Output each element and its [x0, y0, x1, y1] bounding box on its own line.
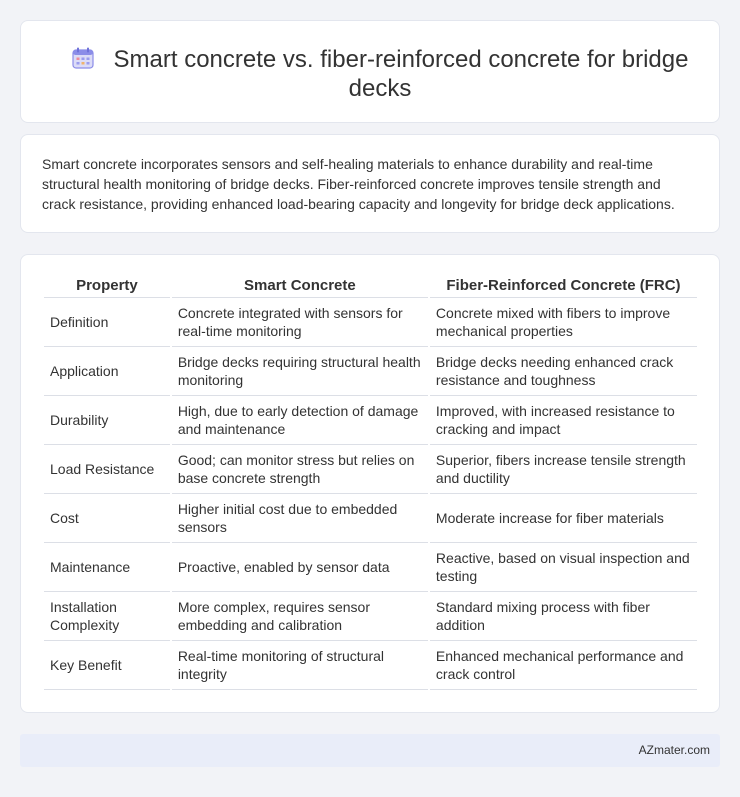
smart-concrete-cell: Good; can monitor stress but relies on base concrete strength [172, 445, 428, 494]
comparison-table [42, 274, 699, 690]
frc-cell: Bridge decks needing enhanced crack resistance and toughness [430, 347, 697, 396]
column-header: Property [44, 274, 170, 298]
table-row [44, 347, 697, 396]
frc-cell: Improved, with increased resistance to cracking and impact [430, 396, 697, 445]
table-row [44, 445, 697, 494]
comparison-card [20, 254, 720, 713]
smart-concrete-cell: Bridge decks requiring structural health monitoring [172, 347, 428, 396]
frc-cell: Standard mixing process with fiber addition [430, 592, 697, 641]
column-header: Smart Concrete [172, 274, 428, 298]
frc-cell: Concrete mixed with fibers to improve mechanical properties [430, 298, 697, 347]
smart-concrete-cell: More complex, requires sensor embedding and calibration [172, 592, 428, 641]
intro-card [20, 134, 720, 233]
smart-concrete-cell: High, due to early detection of damage and maintenance [172, 396, 428, 445]
property-cell: Definition [44, 298, 170, 347]
frc-cell: Superior, fibers increase tensile strength and ductility [430, 445, 697, 494]
table-row [44, 641, 697, 690]
footer-brand: AZmater.com [638, 743, 710, 757]
property-cell: Load Resistance [44, 445, 170, 494]
property-cell: Cost [44, 494, 170, 543]
frc-cell: Moderate increase for fiber materials [430, 494, 697, 543]
table-row [44, 494, 697, 543]
column-header: Fiber-Reinforced Concrete (FRC) [430, 274, 697, 298]
table-row [44, 543, 697, 592]
smart-concrete-cell: Higher initial cost due to embedded sensors [172, 494, 428, 543]
smart-concrete-cell: Real-time monitoring of structural integrity [172, 641, 428, 690]
smart-concrete-cell: Proactive, enabled by sensor data [172, 543, 428, 592]
table-row [44, 298, 697, 347]
table-header-row [44, 274, 697, 298]
table-row [44, 396, 697, 445]
frc-cell: Reactive, based on visual inspection and testing [430, 543, 697, 592]
property-cell: Application [44, 347, 170, 396]
property-cell: Key Benefit [44, 641, 170, 690]
property-cell: Maintenance [44, 543, 170, 592]
property-cell: Installation Complexity [44, 592, 170, 641]
title-card [20, 20, 720, 123]
page-title-block [61, 45, 699, 103]
footer-bar [20, 734, 720, 767]
calendar-icon [72, 47, 94, 69]
smart-concrete-cell: Concrete integrated with sensors for real-time monitoring [172, 298, 428, 347]
page-title: Smart concrete vs. fiber-reinforced concrete for bridge decks [113, 46, 689, 102]
frc-cell: Enhanced mechanical performance and crack control [430, 641, 697, 690]
table-row [44, 592, 697, 641]
property-cell: Durability [44, 396, 170, 445]
intro-text: Smart concrete incorporates sensors and self-healing materials to enhance durability and real-time structural health monitoring of bridge decks. Fiber-reinforced concrete improves tensile strength and crack resistance, providing enhanced load-bearing capacity and longevity for bridge deck applications. [42, 156, 675, 212]
